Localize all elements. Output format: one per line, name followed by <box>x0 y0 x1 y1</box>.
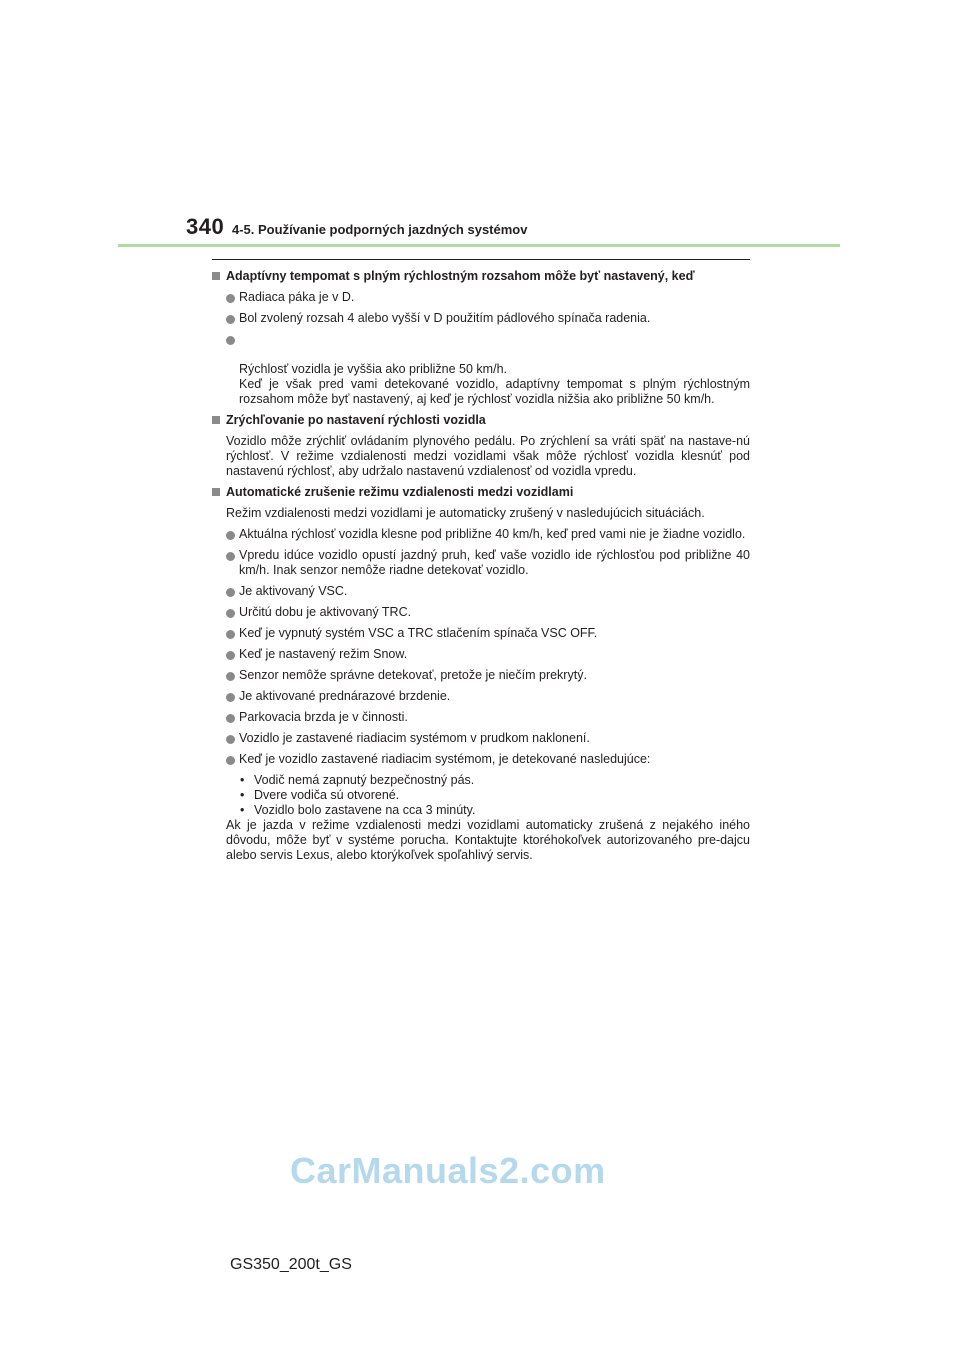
list-item: Radiaca páka je v D. <box>212 290 750 305</box>
round-bullet-icon <box>226 336 235 345</box>
list-item: Keď je nastavený režim Snow. <box>212 647 750 662</box>
section-intro: Režim vzdialenosti medzi vozidlami je automaticky zrušený v nasledujúcich situáciách. <box>226 506 705 520</box>
list-item: Je aktivovaný VSC. <box>212 584 750 599</box>
list-item: Vpredu idúce vozidlo opustí jazdný pruh, keď vaše vozidlo ide rýchlosťou pod približne 40 km/h. Inak senzor nemôže riadne detekovať vozidlo. <box>212 548 750 578</box>
section-rule <box>212 259 750 260</box>
square-bullet-icon <box>212 416 220 424</box>
sub-list-item: • Vozidlo bolo zastavene na cca 3 minúty. <box>240 803 476 817</box>
header-rule <box>118 244 840 247</box>
watermark-logo: CarManuals2.com <box>290 1150 606 1191</box>
list-item: Senzor nemôže správne detekovať, pretože je niečím prekrytý. <box>212 668 750 683</box>
round-bullet-icon <box>226 294 235 303</box>
square-bullet-icon <box>212 488 220 496</box>
list-item: Bol zvolený rozsah 4 alebo vyšší v D použitím pádlového spínača radenia. <box>212 311 750 326</box>
round-bullet-icon <box>226 609 235 618</box>
round-bullet-icon <box>226 756 235 765</box>
sub-list-item: • Vodič nemá zapnutý bezpečnostný pás. <box>240 773 475 787</box>
sub-bullet-icon: • <box>240 788 245 802</box>
round-bullet-icon <box>226 588 235 597</box>
round-bullet-icon <box>226 672 235 681</box>
section-paragraph: Vozidlo môže zrýchliť ovládaním plynového pedálu. Po zrýchlení sa vráti späť na nastave-nú rýchlosť. V režime vzdialenosti medzi vozidlami však môže rýchlosť vozidla klesnúť pod nastavenú rýchlosť, aby udržalo nastavenú vzdialenosť od vozidla vpredu. <box>226 434 750 478</box>
list-item: Určitú dobu je aktivovaný TRC. <box>212 605 750 620</box>
round-bullet-icon <box>226 552 235 561</box>
round-bullet-icon <box>226 651 235 660</box>
list-item: Keď je vypnutý systém VSC a TRC stlačením spínača VSC OFF. <box>212 626 750 641</box>
round-bullet-icon <box>226 693 235 702</box>
page-number: 340 <box>186 214 225 239</box>
chapter-title: 4-5. Používanie podporných jazdných systémov <box>232 222 528 237</box>
round-bullet-icon <box>226 315 235 324</box>
page-content <box>212 269 750 863</box>
round-bullet-icon <box>226 714 235 723</box>
list-item: Vozidlo je zastavené riadiacim systémom v prudkom naklonení. <box>212 731 750 746</box>
sub-list-item: • Dvere vodiča sú otvorené. <box>240 788 400 802</box>
sub-list <box>212 773 750 818</box>
section-heading: Zrýchľovanie po nastavení rýchlosti vozidla <box>212 413 750 428</box>
closing-paragraph: Ak je jazda v režime vzdialenosti medzi vozidlami automaticky zrušená z nejakého iného dôvodu, môže byť v systéme porucha. Kontaktujte ktoréhokoľvek autorizovaného pre-dajcu alebo servis Lexus, alebo ktorýkoľvek spoľahlivý servis. <box>226 818 750 862</box>
sub-bullet-icon: • <box>240 803 245 817</box>
footer-model-code: GS350_200t_GS <box>230 1256 352 1273</box>
round-bullet-icon <box>226 531 235 540</box>
section-heading: Automatické zrušenie režimu vzdialenosti medzi vozidlami <box>212 485 750 500</box>
square-bullet-icon <box>212 272 220 280</box>
list-item: Je aktivované prednárazové brzdenie. <box>212 689 750 704</box>
section-heading: Adaptívny tempomat s plným rýchlostným rozsahom môže byť nastavený, keď <box>212 269 750 284</box>
list-item: Keď je vozidlo zastavené riadiacim systémom, je detekované nasledujúce: <box>212 752 750 767</box>
round-bullet-icon <box>226 735 235 744</box>
sub-bullet-icon: • <box>240 773 245 787</box>
round-bullet-icon <box>226 630 235 639</box>
list-item: Parkovacia brzda je v činnosti. <box>212 710 750 725</box>
list-item: Aktuálna rýchlosť vozidla klesne pod približne 40 km/h, keď pred vami nie je žiadne vozidlo. <box>212 527 750 542</box>
list-item: Rýchlosť vozidla je vyššia ako približne 50 km/h. Keď je však pred vami detekované vozidlo, adaptívny tempomat s plným rýchlostným rozsahom môže byť nastavený, aj keď je rýchlosť vozidla nižšia ako približne 50 km/h. <box>212 332 750 407</box>
